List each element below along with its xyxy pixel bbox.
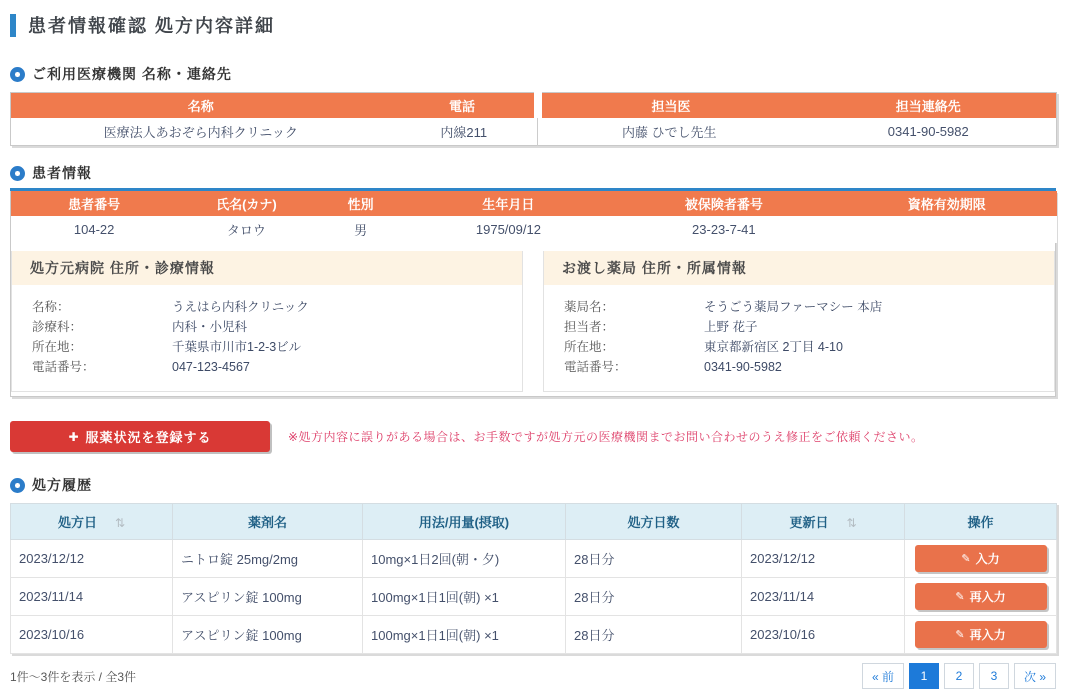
pharmacy-name-row	[564, 297, 1044, 317]
history-updated: 2023/10/16	[742, 616, 905, 654]
pagination-page-3[interactable]: 3	[979, 663, 1009, 689]
detail-boxes	[11, 243, 1055, 392]
pagination-page-1[interactable]: 1	[909, 663, 939, 689]
clinic-col-phone: 電話	[391, 93, 538, 119]
history-drug: アスピリン錠 100mg	[173, 578, 363, 616]
section-patient-title: 患者情報	[32, 165, 92, 181]
history-date: 2023/12/12	[11, 540, 173, 578]
pharmacy-staff-label: 担当者：	[564, 320, 615, 334]
section-clinic-heading	[10, 64, 1056, 84]
hospital-address-value: 千葉県市川市1-2-3ビル	[172, 340, 302, 354]
title-accent-bar	[10, 14, 16, 37]
patient-panel	[10, 191, 1056, 397]
history-table	[10, 503, 1057, 654]
clinic-col-doctor: 担当医	[538, 93, 801, 119]
clinic-name: 医療法人あおぞら内科クリニック	[11, 118, 391, 146]
history-updated: 2023/12/12	[742, 540, 905, 578]
patient-number: 104-22	[11, 216, 177, 243]
hospital-name-row	[32, 297, 512, 317]
register-row	[10, 421, 1056, 452]
history-header-row	[11, 504, 1057, 540]
pharmacy-phone-row	[564, 357, 1044, 377]
clinic-data-row	[11, 118, 1057, 146]
pagination-prev-button[interactable]: « 前	[862, 663, 904, 689]
history-col-updated[interactable]: 更新日 ⇅	[742, 504, 905, 540]
history-dosage: 100mg×1日1回(朝) ×1	[363, 578, 566, 616]
pharmacy-staff-row	[564, 317, 1044, 337]
section-history-heading	[10, 475, 1056, 495]
clinic-col-name: 名称	[11, 93, 391, 119]
hospital-box	[11, 251, 523, 392]
clinic-table	[10, 92, 1057, 146]
pagination	[862, 663, 1056, 689]
hospital-name-value: うえはら内科クリニック	[172, 300, 309, 314]
hospital-phone-row	[32, 357, 512, 377]
pharmacy-name-label: 薬局名：	[564, 300, 615, 314]
patient-kana: タロウ	[177, 216, 315, 243]
gear-icon	[10, 166, 25, 181]
history-row	[11, 616, 1057, 654]
patient-data-row	[11, 216, 1057, 243]
gear-icon	[10, 67, 25, 82]
pharmacy-address-value: 東京都新宿区 2丁目 4-10	[704, 340, 843, 354]
patient-col-insurance: 被保険者番号	[611, 191, 836, 216]
history-row	[11, 578, 1057, 616]
hospital-phone-label: 電話番号：	[32, 360, 95, 374]
page-title	[10, 12, 1056, 38]
history-col-drug: 薬剤名	[173, 504, 363, 540]
history-days: 28日分	[566, 540, 742, 578]
patient-col-valid: 資格有効期限	[837, 191, 1057, 216]
history-drug: アスピリン錠 100mg	[173, 616, 363, 654]
hospital-dept-row	[32, 317, 512, 337]
section-patient-heading	[10, 163, 1056, 191]
pharmacy-address-label: 所在地：	[564, 340, 615, 354]
history-col-date[interactable]: 処方日 ⇅	[11, 504, 173, 540]
section-clinic-title: ご利用医療機関 名称・連絡先	[32, 66, 232, 82]
pagination-page-2[interactable]: 2	[944, 663, 974, 689]
pencil-icon: ✎	[961, 553, 971, 565]
pencil-icon: ✎	[955, 629, 965, 641]
history-col-dosage: 用法/用量(摂取)	[363, 504, 566, 540]
history-days: 28日分	[566, 616, 742, 654]
clinic-doctor: 内藤 ひでし先生	[538, 118, 801, 146]
history-drug: ニトロ錠 25mg/2mg	[173, 540, 363, 578]
pharmacy-box	[543, 251, 1055, 392]
clinic-phone: 内線211	[391, 118, 538, 146]
history-action-button[interactable]: ✎ 再入力	[915, 621, 1047, 648]
patient-table	[11, 191, 1057, 243]
hospital-phone-value: 047-123-4567	[172, 360, 250, 374]
patient-valid	[837, 216, 1057, 243]
hospital-dept-value: 内科・小児科	[172, 320, 248, 334]
footer	[10, 663, 1056, 689]
pharmacy-name-value: そうごう薬局ファーマシー 本店	[704, 300, 883, 314]
patient-col-number: 患者番号	[11, 191, 177, 216]
gear-icon	[10, 478, 25, 493]
history-date: 2023/11/14	[11, 578, 173, 616]
pharmacy-address-row	[564, 337, 1044, 357]
register-medication-button[interactable]	[10, 421, 270, 452]
section-history-title: 処方履歴	[32, 477, 92, 493]
patient-sex: 男	[316, 216, 406, 243]
page-title-text: 患者情報確認 処方内容詳細	[28, 16, 275, 36]
clinic-header-row	[11, 93, 1057, 119]
history-col-action: 操作	[905, 504, 1057, 540]
history-dosage: 10mg×1日2回(朝・夕)	[363, 540, 566, 578]
pharmacy-phone-label: 電話番号：	[564, 360, 627, 374]
clinic-col-contact: 担当連絡先	[801, 93, 1057, 119]
history-action-button[interactable]: ✎ 再入力	[915, 583, 1047, 610]
register-button-label: 服薬状況を登録する	[85, 430, 212, 445]
sort-icon[interactable]: ⇅	[114, 516, 126, 530]
hospital-address-row	[32, 337, 512, 357]
history-updated: 2023/11/14	[742, 578, 905, 616]
plus-icon: ✚	[68, 429, 80, 444]
clinic-contact: 0341-90-5982	[801, 118, 1057, 146]
hospital-box-title: 処方元病院 住所・診療情報	[12, 251, 522, 285]
pagination-next-button[interactable]: 次 »	[1014, 663, 1056, 689]
patient-col-birth: 生年月日	[406, 191, 611, 216]
result-summary: 1件〜3件を表示 / 全3件	[10, 669, 137, 684]
sort-icon[interactable]: ⇅	[846, 516, 857, 530]
patient-insurance: 23-23-7-41	[611, 216, 836, 243]
history-row	[11, 540, 1057, 578]
pharmacy-box-title: お渡し薬局 住所・所属情報	[544, 251, 1054, 285]
patient-header-row	[11, 191, 1057, 216]
history-days: 28日分	[566, 578, 742, 616]
hospital-dept-label: 診療科：	[32, 320, 83, 334]
pencil-icon: ✎	[955, 591, 965, 603]
history-col-days: 処方日数	[566, 504, 742, 540]
history-dosage: 100mg×1日1回(朝) ×1	[363, 616, 566, 654]
patient-col-sex: 性別	[316, 191, 406, 216]
pharmacy-phone-value: 0341-90-5982	[704, 360, 782, 374]
history-action-button[interactable]: ✎ 入力	[915, 545, 1047, 572]
hospital-name-label: 名称：	[32, 300, 70, 314]
hospital-address-label: 所在地：	[32, 340, 83, 354]
patient-col-kana: 氏名(カナ)	[177, 191, 315, 216]
pharmacy-staff-value: 上野 花子	[704, 320, 758, 334]
history-date: 2023/10/16	[11, 616, 173, 654]
register-warning-text: ※処方内容に誤りがある場合は、お手数ですが処方元の医療機関までお問い合わせのうえ修正をご依頼ください。	[288, 430, 924, 444]
patient-birth: 1975/09/12	[406, 216, 611, 243]
